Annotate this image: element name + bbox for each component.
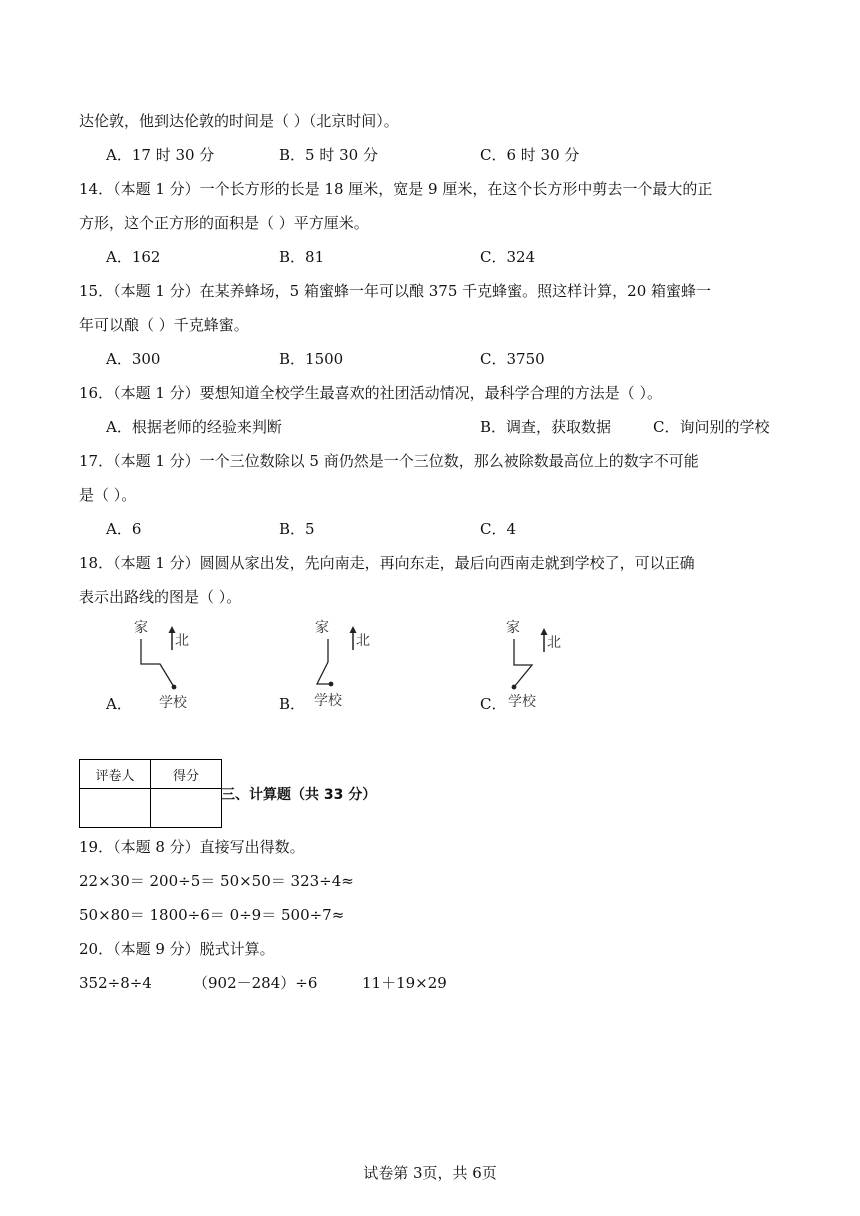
q15-option-b: B．1500 xyxy=(279,350,344,368)
q14-option-b: B．81 xyxy=(279,248,325,266)
q14-text-line2: 方形，这个正方形的面积是（ ）平方厘米。 xyxy=(79,214,369,232)
q16-text-line1: 16．（本题 1 分）要想知道全校学生最喜欢的社团活动情况，最科学合理的方法是（ ）。 xyxy=(79,384,662,402)
section-title: 三、计算题（共 33 分） xyxy=(221,787,377,803)
q16-option-b: B．调查，获取数据 xyxy=(480,418,612,436)
q15-option-a: A．300 xyxy=(106,350,161,368)
q15-text-line2: 年可以酿（ ）千克蜂蜜。 xyxy=(79,316,249,334)
q14-option-c: C．324 xyxy=(480,248,536,266)
school-label: 学校 xyxy=(314,693,342,709)
route-figure-c xyxy=(506,617,616,717)
north-label: 北 xyxy=(547,635,561,651)
q17-text-line1: 17．（本题 1 分）一个三位数除以 5 商仍然是一个三位数，那么被除数最高位上的数字不可能 xyxy=(79,452,699,470)
q15-option-c: C．3750 xyxy=(480,350,545,368)
route-figure-b xyxy=(315,617,425,717)
score-header: 得分 xyxy=(151,760,222,789)
north-label: 北 xyxy=(175,633,189,649)
q19-row1: 22×30＝ 200÷5＝ 50×50＝ 323÷4≈ xyxy=(79,872,354,890)
grader-table xyxy=(79,759,222,828)
home-label: 家 xyxy=(315,620,329,636)
q17-option-a: A．6 xyxy=(106,520,142,538)
q19-text-line1: 19．（本题 8 分）直接写出得数。 xyxy=(79,838,305,856)
grader-header: 评卷人 xyxy=(80,760,151,789)
page-footer: 试卷第 3页，共 6页 xyxy=(363,1164,497,1182)
score-cell xyxy=(151,789,222,828)
home-label: 家 xyxy=(134,620,148,636)
q18-option-a: A． xyxy=(106,695,132,713)
q16-option-a: A．根据老师的经验来判断 xyxy=(106,418,282,436)
q19-row2: 50×80＝ 1800÷6＝ 0÷9＝ 500÷7≈ xyxy=(79,906,345,924)
q14-text-line1: 14．（本题 1 分）一个长方形的长是 18 厘米，宽是 9 厘米，在这个长方形中剪去一个最大的正 xyxy=(79,180,713,198)
q18-option-b: B． xyxy=(279,695,306,713)
route-path-a xyxy=(134,617,244,717)
q18-option-c: C． xyxy=(480,695,507,713)
q17-text-line2: 是（ ）。 xyxy=(79,486,137,504)
school-label: 学校 xyxy=(159,695,187,711)
north-label: 北 xyxy=(356,633,370,649)
q20-expr-1: 352÷8÷4 xyxy=(79,974,152,992)
school-label: 学校 xyxy=(508,694,536,710)
q13-option-c: C．6 时 30 分 xyxy=(480,146,580,164)
q20-expr-3: 11＋19×29 xyxy=(362,974,447,992)
q13-option-b: B．5 时 30 分 xyxy=(279,146,378,164)
q20-text-line1: 20．（本题 9 分）脱式计算。 xyxy=(79,940,275,958)
q15-text-line1: 15．（本题 1 分）在某养蜂场，5 箱蜜蜂一年可以酿 375 千克蜂蜜。照这样计算，20 箱蜜蜂一 xyxy=(79,282,712,300)
q20-expr-2: （902－284）÷6 xyxy=(193,974,318,992)
q18-text-line1: 18．（本题 1 分）圆圆从家出发，先向南走，再向东走，最后向西南走就到学校了，可以正确 xyxy=(79,554,695,572)
q13-text-tail: 达伦敦，他到达伦敦的时间是（ ）（北京时间）。 xyxy=(79,112,399,130)
q14-option-a: A．162 xyxy=(106,248,161,266)
q17-option-b: B．5 xyxy=(279,520,315,538)
route-figure-a xyxy=(134,617,244,717)
q17-option-c: C．4 xyxy=(480,520,517,538)
q18-text-line2: 表示出路线的图是（ ）。 xyxy=(79,588,242,606)
grader-cell xyxy=(80,789,151,828)
q13-option-a: A．17 时 30 分 xyxy=(106,146,215,164)
home-label: 家 xyxy=(506,620,520,636)
q16-option-c: C．询问别的学校 xyxy=(653,418,770,436)
